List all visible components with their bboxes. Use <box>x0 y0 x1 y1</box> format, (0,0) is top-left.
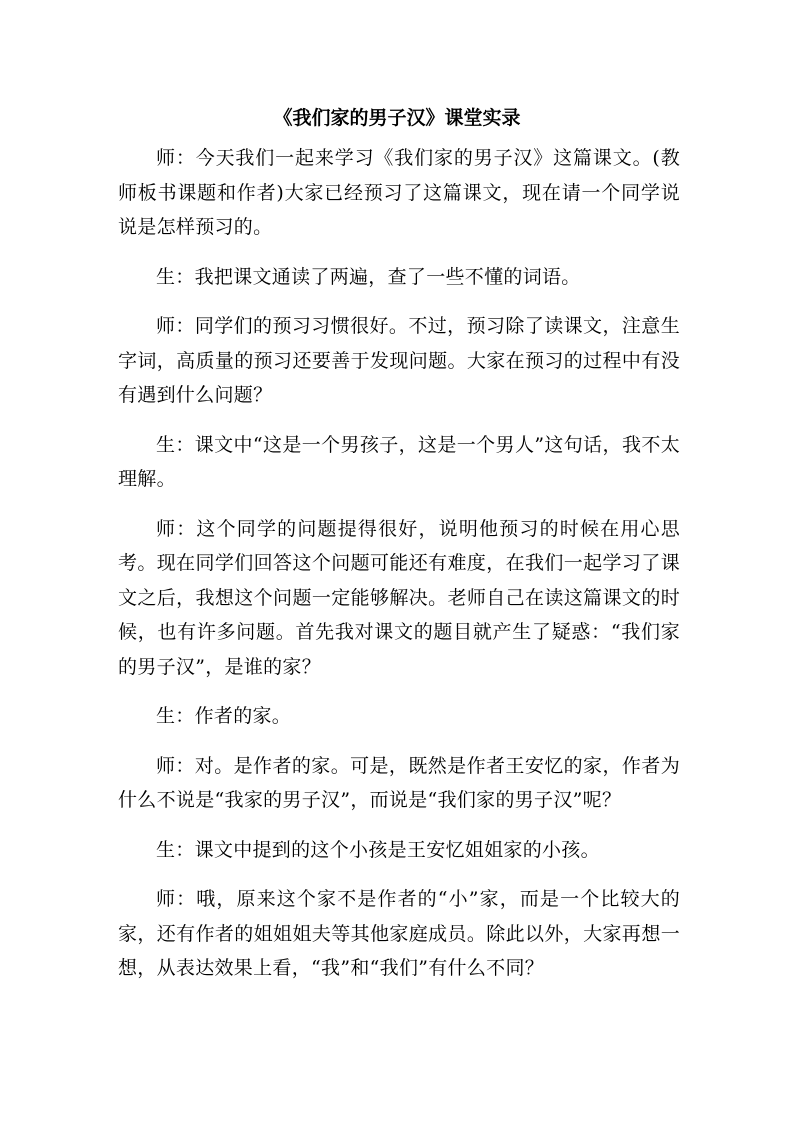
paragraph-2: 生：我把课文通读了两遍，查了一些不懂的词语。 <box>156 265 581 288</box>
document-title: 《我们家的男子汉》课堂实录 <box>273 107 521 129</box>
paragraph-7: 师：对。是作者的家。可是，既然是作者王安忆的家，作者为什么不说是“我家的男子汉”，而说是“我们家的男子汉”呢？ <box>118 754 680 811</box>
paragraph-8: 生：课文中提到的这个小孩是王安忆姐姐家的小孩。 <box>156 838 600 861</box>
document-body <box>118 141 680 1001</box>
paragraph-5: 师：这个同学的问题提得很好，说明他预习的时候在用心思考。现在同学们回答这个问题可能还有难度，在我们一起学习了课文之后，我想这个问题一定能够解决。老师自己在读这篇课文的时候，也有许多问题。首先我对课文的题目就产生了疑惑：“我们家的男子汉”，是谁的家？ <box>118 517 680 678</box>
paragraph-3: 师：同学们的预习习惯很好。不过，预习除了读课文，注意生字词，高质量的预习还要善于发现问题。大家在预习的过程中有没有遇到什么问题？ <box>118 315 680 406</box>
paragraph-4: 生：课文中“这是一个男孩子，这是一个男人”这句话，我不太理解。 <box>118 433 680 490</box>
paragraph-1: 师：今天我们一起来学习《我们家的男子汉》这篇课文。(教师板书课题和作者)大家已经预习了这篇课文，现在请一个同学说说是怎样预习的。 <box>118 147 680 238</box>
paragraph-9: 师：哦，原来这个家不是作者的“小”家，而是一个比较大的家，还有作者的姐姐姐夫等其他家庭成员。除此以外，大家再想一想，从表达效果上看，“我”和“我们”有什么不同？ <box>118 888 680 979</box>
paragraph-6: 生：作者的家。 <box>156 705 292 727</box>
